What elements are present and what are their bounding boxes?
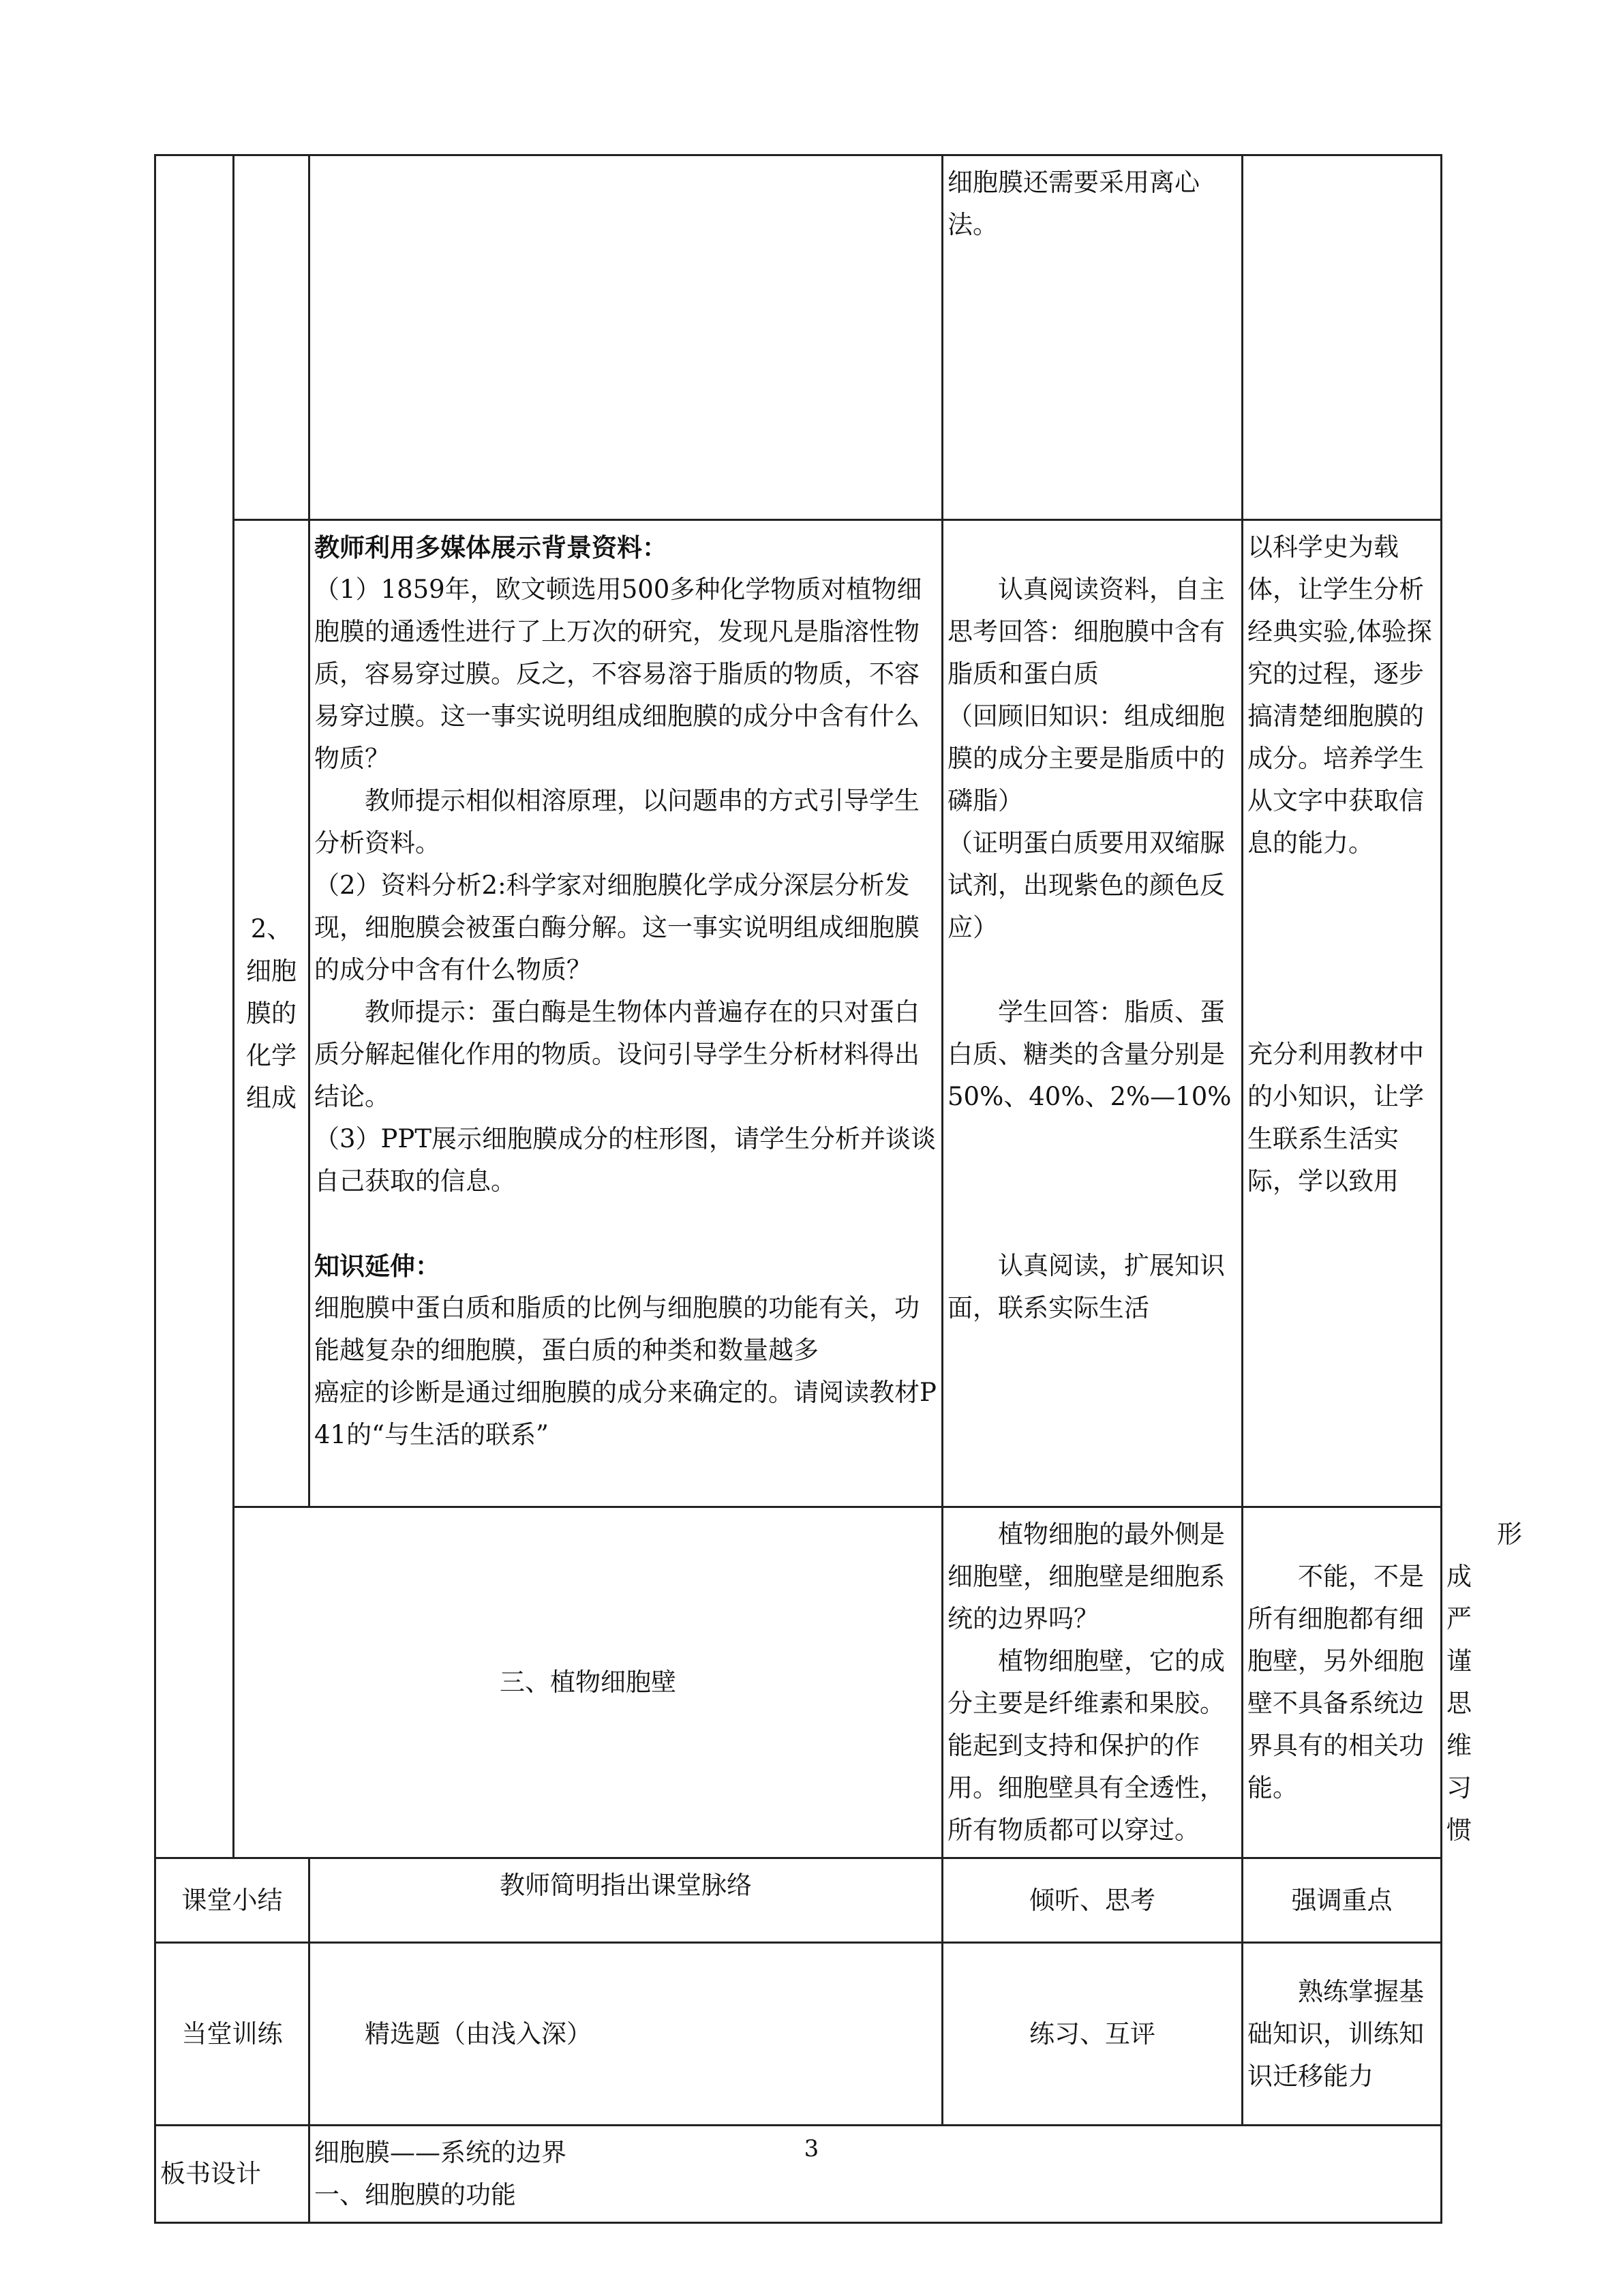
teacher-activity-cell xyxy=(309,155,943,520)
intent-paragraph-1: 以科学史为载体，让学生分析经典实验,体验探究的过程，逐步搞清楚细胞膜的成分。培养学生从文字中获取信息的能力。 xyxy=(1247,532,1432,858)
training-teacher-cell: 精选题（由浅入深） xyxy=(309,1943,943,2126)
training-label: 当堂训练 xyxy=(155,1943,309,2126)
major-section-cell xyxy=(155,155,234,1858)
board-line-1: 细胞膜——系统的边界 xyxy=(314,2138,566,2167)
intent-paragraph-2: 充分利用教材中的小知识，让学生联系生活实际，学以致用 xyxy=(1247,1040,1424,1196)
continuation-row xyxy=(155,155,1442,520)
student-paragraph-1: 认真阅读资料，自主思考回答：细胞膜中含有脂质和蛋白质 xyxy=(947,575,1225,689)
composition-student-cell xyxy=(943,520,1243,1507)
summary-label: 课堂小结 xyxy=(155,1858,309,1943)
cell-wall-teacher-paragraph-1: 植物细胞的最外侧是细胞壁，细胞壁是细胞系统的边界吗？ xyxy=(947,1520,1225,1633)
board-label: 板书设计 xyxy=(155,2126,309,2223)
training-intent-cell: 熟练掌握基础知识，训练知识迁移能力 xyxy=(1243,1943,1442,2126)
extension-paragraph-1: 细胞膜中蛋白质和脂质的比例与细胞膜的功能有关，功能越复杂的细胞膜，蛋白质的种类和数量越多 xyxy=(314,1293,920,1365)
cell-wall-label: 三、植物细胞壁 xyxy=(234,1507,943,1858)
cell-wall-row: 三、植物细胞壁 植物细胞的最外侧是细胞壁，细胞壁是细胞系统的边界吗？ 植物细胞壁，它的成分主要是纤维素和果胶。能起到支持和保护的作用。细胞壁具有全透性，所有物质都可以穿过。 不能，不是所有细胞都有细胞壁，另外细胞壁不具备系统边界具有的相关功能。 形成严谨思维习惯 xyxy=(155,1507,1442,1858)
student-paragraph-3: （证明蛋白质要用双缩脲试剂，出现紫色的颜色反应） xyxy=(947,828,1225,942)
extension-heading: 知识延伸： xyxy=(314,1251,440,1281)
teacher-paragraph-1: （1）1859年，欧文顿选用500多种化学物质对植物细胞膜的通透性进行了上万次的研究，发现凡是脂溶性物质，容易穿过膜。反之，不容易溶于脂质的物质，不容易穿过膜。这一事实说明组成细胞膜的成分中含有什么物质？ xyxy=(314,575,922,773)
cell-wall-student-cell: 不能，不是所有细胞都有细胞壁，另外细胞壁不具备系统边界具有的相关功能。 xyxy=(1243,1507,1442,1858)
page-number: 3 xyxy=(804,2135,819,2162)
training-row xyxy=(155,1943,1442,2126)
composition-row xyxy=(155,520,1442,1507)
student-activity-cell: 细胞膜还需要采用离心法。 xyxy=(943,155,1243,520)
teacher-heading: 教师利用多媒体展示背景资料： xyxy=(314,532,667,562)
teacher-paragraph-2: 教师提示相似相溶原理，以问题串的方式引导学生分析资料。 xyxy=(314,786,920,858)
design-intent-cell xyxy=(1243,155,1442,520)
student-paragraph-5: 认真阅读，扩展知识面，联系实际生活 xyxy=(947,1251,1225,1323)
teacher-paragraph-4: 教师提示：蛋白酶是生物体内普遍存在的只对蛋白质分解起催化作用的物质。设问引导学生分析材料得出结论。 xyxy=(314,997,920,1111)
training-student-cell: 练习、互评 xyxy=(943,1943,1243,2126)
extension-paragraph-2: 癌症的诊断是通过细胞膜的成分来确定的。请阅读教材P41的“与生活的联系” xyxy=(314,1378,937,1449)
composition-label: 2、细胞膜的化学组成 xyxy=(234,520,309,1507)
student-paragraph-4: 学生回答：脂质、蛋白质、糖类的含量分别是50%、40%、2%—10% xyxy=(947,997,1232,1111)
composition-intent-cell xyxy=(1243,520,1442,1507)
board-line-2: 一、细胞膜的功能 xyxy=(314,2180,516,2209)
summary-teacher-cell: 教师简明指出课堂脉络 xyxy=(309,1858,943,1943)
teacher-paragraph-3: （2）资料分析2:科学家对细胞膜化学成分深层分析发现，细胞膜会被蛋白酶分解。这一事实说明组成细胞膜的成分中含有什么物质？ xyxy=(314,871,920,984)
cell-wall-teacher-cell xyxy=(943,1507,1243,1858)
summary-student-cell: 倾听、思考 xyxy=(943,1858,1243,1943)
teacher-paragraph-5: （3）PPT展示细胞膜成分的柱形图，请学生分析并谈谈自己获取的信息。 xyxy=(314,1124,937,1196)
lesson-plan-table xyxy=(154,154,1522,2224)
summary-intent-cell: 强调重点 xyxy=(1243,1858,1442,1943)
summary-row xyxy=(155,1858,1442,1943)
cell-wall-teacher-paragraph-2: 植物细胞壁，它的成分主要是纤维素和果胶。能起到支持和保护的作用。细胞壁具有全透性，所有物质都可以穿过。 xyxy=(947,1646,1225,1845)
composition-teacher-cell xyxy=(309,520,943,1507)
subsection-cell xyxy=(234,155,309,520)
student-paragraph-2: （回顾旧知识：组成细胞膜的成分主要是脂质中的磷脂） xyxy=(947,701,1225,815)
